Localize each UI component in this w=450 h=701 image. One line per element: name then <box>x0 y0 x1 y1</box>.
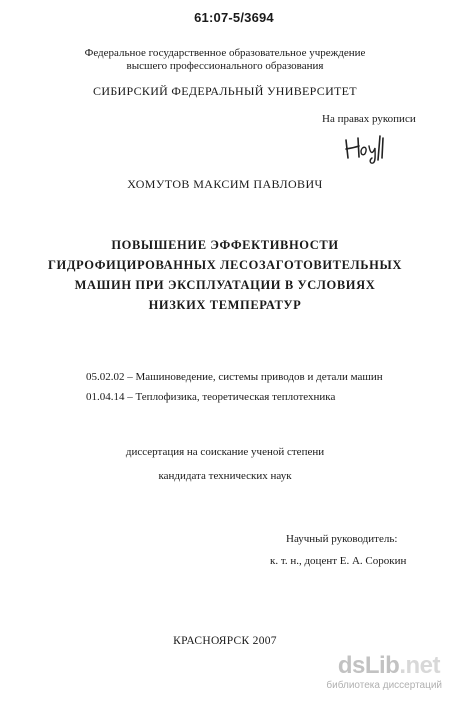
title-line-3: МАШИН ПРИ ЭКСПЛУАТАЦИИ В УСЛОВИЯХ <box>74 278 376 292</box>
watermark-logo-main: dsLib <box>337 652 400 679</box>
title-line-2: ГИДРОФИЦИРОВАННЫХ ЛЕСОЗАГОТОВИТЕЛЬНЫХ <box>47 258 402 272</box>
specialty-2: 01.04.14 – Теплофизика, теоретическая теплотехника <box>86 391 336 403</box>
title-line-4: НИЗКИХ ТЕМПЕРАТУР <box>148 298 302 312</box>
watermark-subtitle: библиотека диссертаций <box>326 680 442 691</box>
supervisor-name: к. т. н., доцент Е. А. Сорокин <box>270 555 407 567</box>
watermark-logo <box>338 652 440 680</box>
organization-line-2: высшего профессионального образования <box>126 60 324 72</box>
watermark-logo-tld: .net <box>399 652 440 679</box>
university-name: СИБИРСКИЙ ФЕДЕРАЛЬНЫЙ УНИВЕРСИТЕТ <box>93 84 357 98</box>
dslib-watermark <box>326 652 446 696</box>
degree-line-2: кандидата технических наук <box>158 470 292 482</box>
supervisor-label: Научный руководитель: <box>286 533 398 545</box>
specialty-1: 05.02.02 – Машиноведение, системы приводов и детали машин <box>86 371 383 383</box>
city-year: КРАСНОЯРСК 2007 <box>173 635 277 647</box>
author-name: ХОМУТОВ МАКСИМ ПАВЛОВИЧ <box>127 177 323 191</box>
title-line-1: ПОВЫШЕНИЕ ЭФФЕКТИВНОСТИ <box>111 238 339 252</box>
handwritten-signature <box>342 134 392 164</box>
rights-note: На правах рукописи <box>322 113 416 125</box>
organization-line-1: Федеральное государственное образовательное учреждение <box>84 47 366 59</box>
degree-line-1: диссертация на соискание ученой степени <box>125 446 325 458</box>
archive-code: 61:07-5/3694 <box>194 10 274 25</box>
